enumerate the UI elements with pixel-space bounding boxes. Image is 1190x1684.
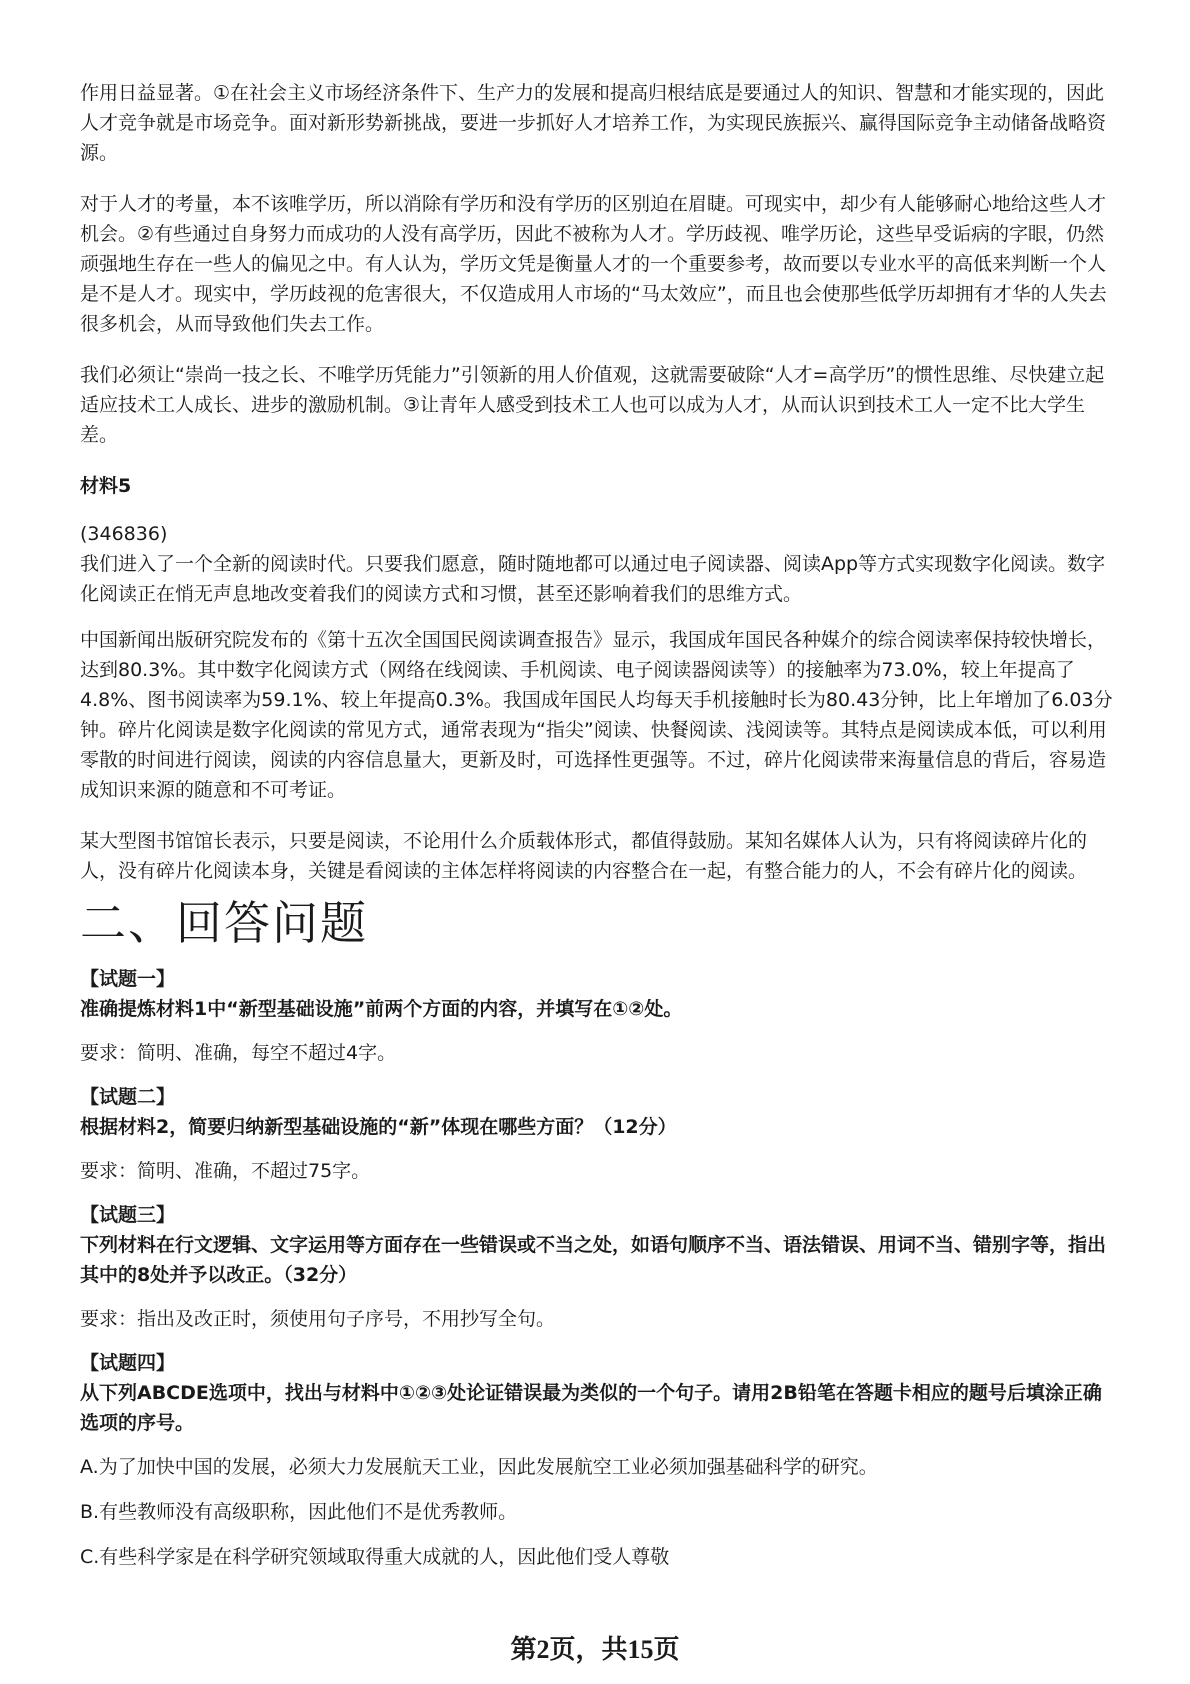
question-block — [80, 1082, 1116, 1142]
question-block — [80, 964, 1116, 1024]
question-requirement: 要求：简明、准确，不超过75字。 — [80, 1160, 371, 1182]
question-tag: 【试题二】 — [80, 1086, 176, 1108]
question-block — [80, 1200, 1116, 1290]
body-paragraph: 我们进入了一个全新的阅读时代。只要我们愿意，随时随地都可以通过电子阅读器、阅读App等方式实现数字化阅读。数字化阅读正在悄无声息地改变着我们的阅读方式和习惯，甚至还影响着我们的思维方式。 — [80, 553, 1106, 605]
material-label: 材料5 — [80, 475, 132, 497]
answer-option-c: C.有些科学家是在科学研究领域取得重大成就的人，因此他们受人尊敬 — [80, 1546, 670, 1568]
section-title: 二、回答问题 — [80, 896, 368, 950]
question-text: 从下列ABCDE选项中，找出与材料中①②③处论证错误最为类似的一个句子。请用2B铅笔在答题卡相应的题号后填涂正确选项的序号。 — [80, 1382, 1102, 1434]
question-tag: 【试题三】 — [80, 1204, 176, 1226]
document-page — [80, 78, 1116, 1587]
body-paragraph: 作用日益显著。①在社会主义市场经济条件下、生产力的发展和提高归根结底是要通过人的知识、智慧和才能实现的，因此人才竞争就是市场竞争。面对新形势新挑战，要进一步抓好人才培养工作，为实现民族振兴、赢得国际竞争主动储备战略资源。 — [80, 82, 1107, 164]
question-text: 根据材料2，简要归纳新型基础设施的“新”体现在哪些方面？（12分） — [80, 1116, 677, 1138]
question-requirement: 要求：简明、准确，每空不超过4字。 — [80, 1042, 397, 1064]
question-text: 下列材料在行文逻辑、文字运用等方面存在一些错误或不当之处，如语句顺序不当、语法错误、用词不当、错别字等，指出其中的8处并予以改正。（32分） — [80, 1234, 1107, 1286]
body-paragraph: 某大型图书馆馆长表示，只要是阅读，不论用什么介质载体形式，都值得鼓励。某知名媒体人认为，只有将阅读碎片化的人，没有碎片化阅读本身，关键是看阅读的主体怎样将阅读的内容整合在一起，有整合能力的人，不会有碎片化的阅读。 — [80, 830, 1088, 882]
material-code: (346836) — [80, 523, 168, 545]
question-tag: 【试题四】 — [80, 1352, 176, 1374]
question-tag: 【试题一】 — [80, 968, 176, 990]
question-block — [80, 1348, 1116, 1438]
body-paragraph: 对于人才的考量，本不该唯学历，所以消除有学历和没有学历的区别迫在眉睫。可现实中，却少有人能够耐心地给这些人才机会。②有些通过自身努力而成功的人没有高学历，因此不被称为人才。学历歧视、唯学历论，这些早受诟病的字眼，仍然顽强地生存在一些人的偏见之中。有人认为，学历文凭是衡量人才的一个重要参考，故而要以专业水平的高低来判断一个人是不是人才。现实中，学历歧视的危害很大，不仅造成用人市场的“马太效应”，而且也会使那些低学历却拥有才华的人失去很多机会，从而导致他们失去工作。 — [80, 193, 1107, 335]
question-text: 准确提炼材料1中“新型基础设施”前两个方面的内容，并填写在①②处。 — [80, 998, 683, 1020]
page-number: 第2页，共15页 — [510, 1635, 680, 1664]
body-paragraph: 我们必须让“崇尚一技之长、不唯学历凭能力”引领新的用人价值观，这就需要破除“人才=高学历”的惯性思维、尽快建立起适应技术工人成长、进步的激励机制。③让青年人感受到技术工人也可以成为人才，从而认识到技术工人一定不比大学生差。 — [80, 364, 1105, 446]
question-requirement: 要求：指出及改正时，须使用句子序号，不用抄写全句。 — [80, 1308, 556, 1330]
body-paragraph: 中国新闻出版研究院发布的《第十五次全国国民阅读调查报告》显示，我国成年国民各种媒介的综合阅读率保持较快增长，达到80.3%。其中数字化阅读方式（网络在线阅读、手机阅读、电子阅读器阅读等）的接触率为73.0%，较上年提高了4.8%、图书阅读率为59.1%、较上年提高0.3%。我国成年国民人均每天手机接触时长为80.43分钟，比上年增加了6.03分钟。碎片化阅读是数字化阅读的常见方式，通常表现为“指尖”阅读、快餐阅读、浅阅读等。其特点是阅读成本低，可以利用零散的时间进行阅读，阅读的内容信息量大，更新及时，可选择性更强等。不过，碎片化阅读带来海量信息的背后，容易造成知识来源的随意和不可考证。 — [80, 629, 1113, 801]
answer-option-a: A.为了加快中国的发展，必须大力发展航天工业，因此发展航空工业必须加强基础科学的研究。 — [80, 1456, 878, 1478]
answer-option-b: B.有些教师没有高级职称，因此他们不是优秀教师。 — [80, 1501, 518, 1523]
